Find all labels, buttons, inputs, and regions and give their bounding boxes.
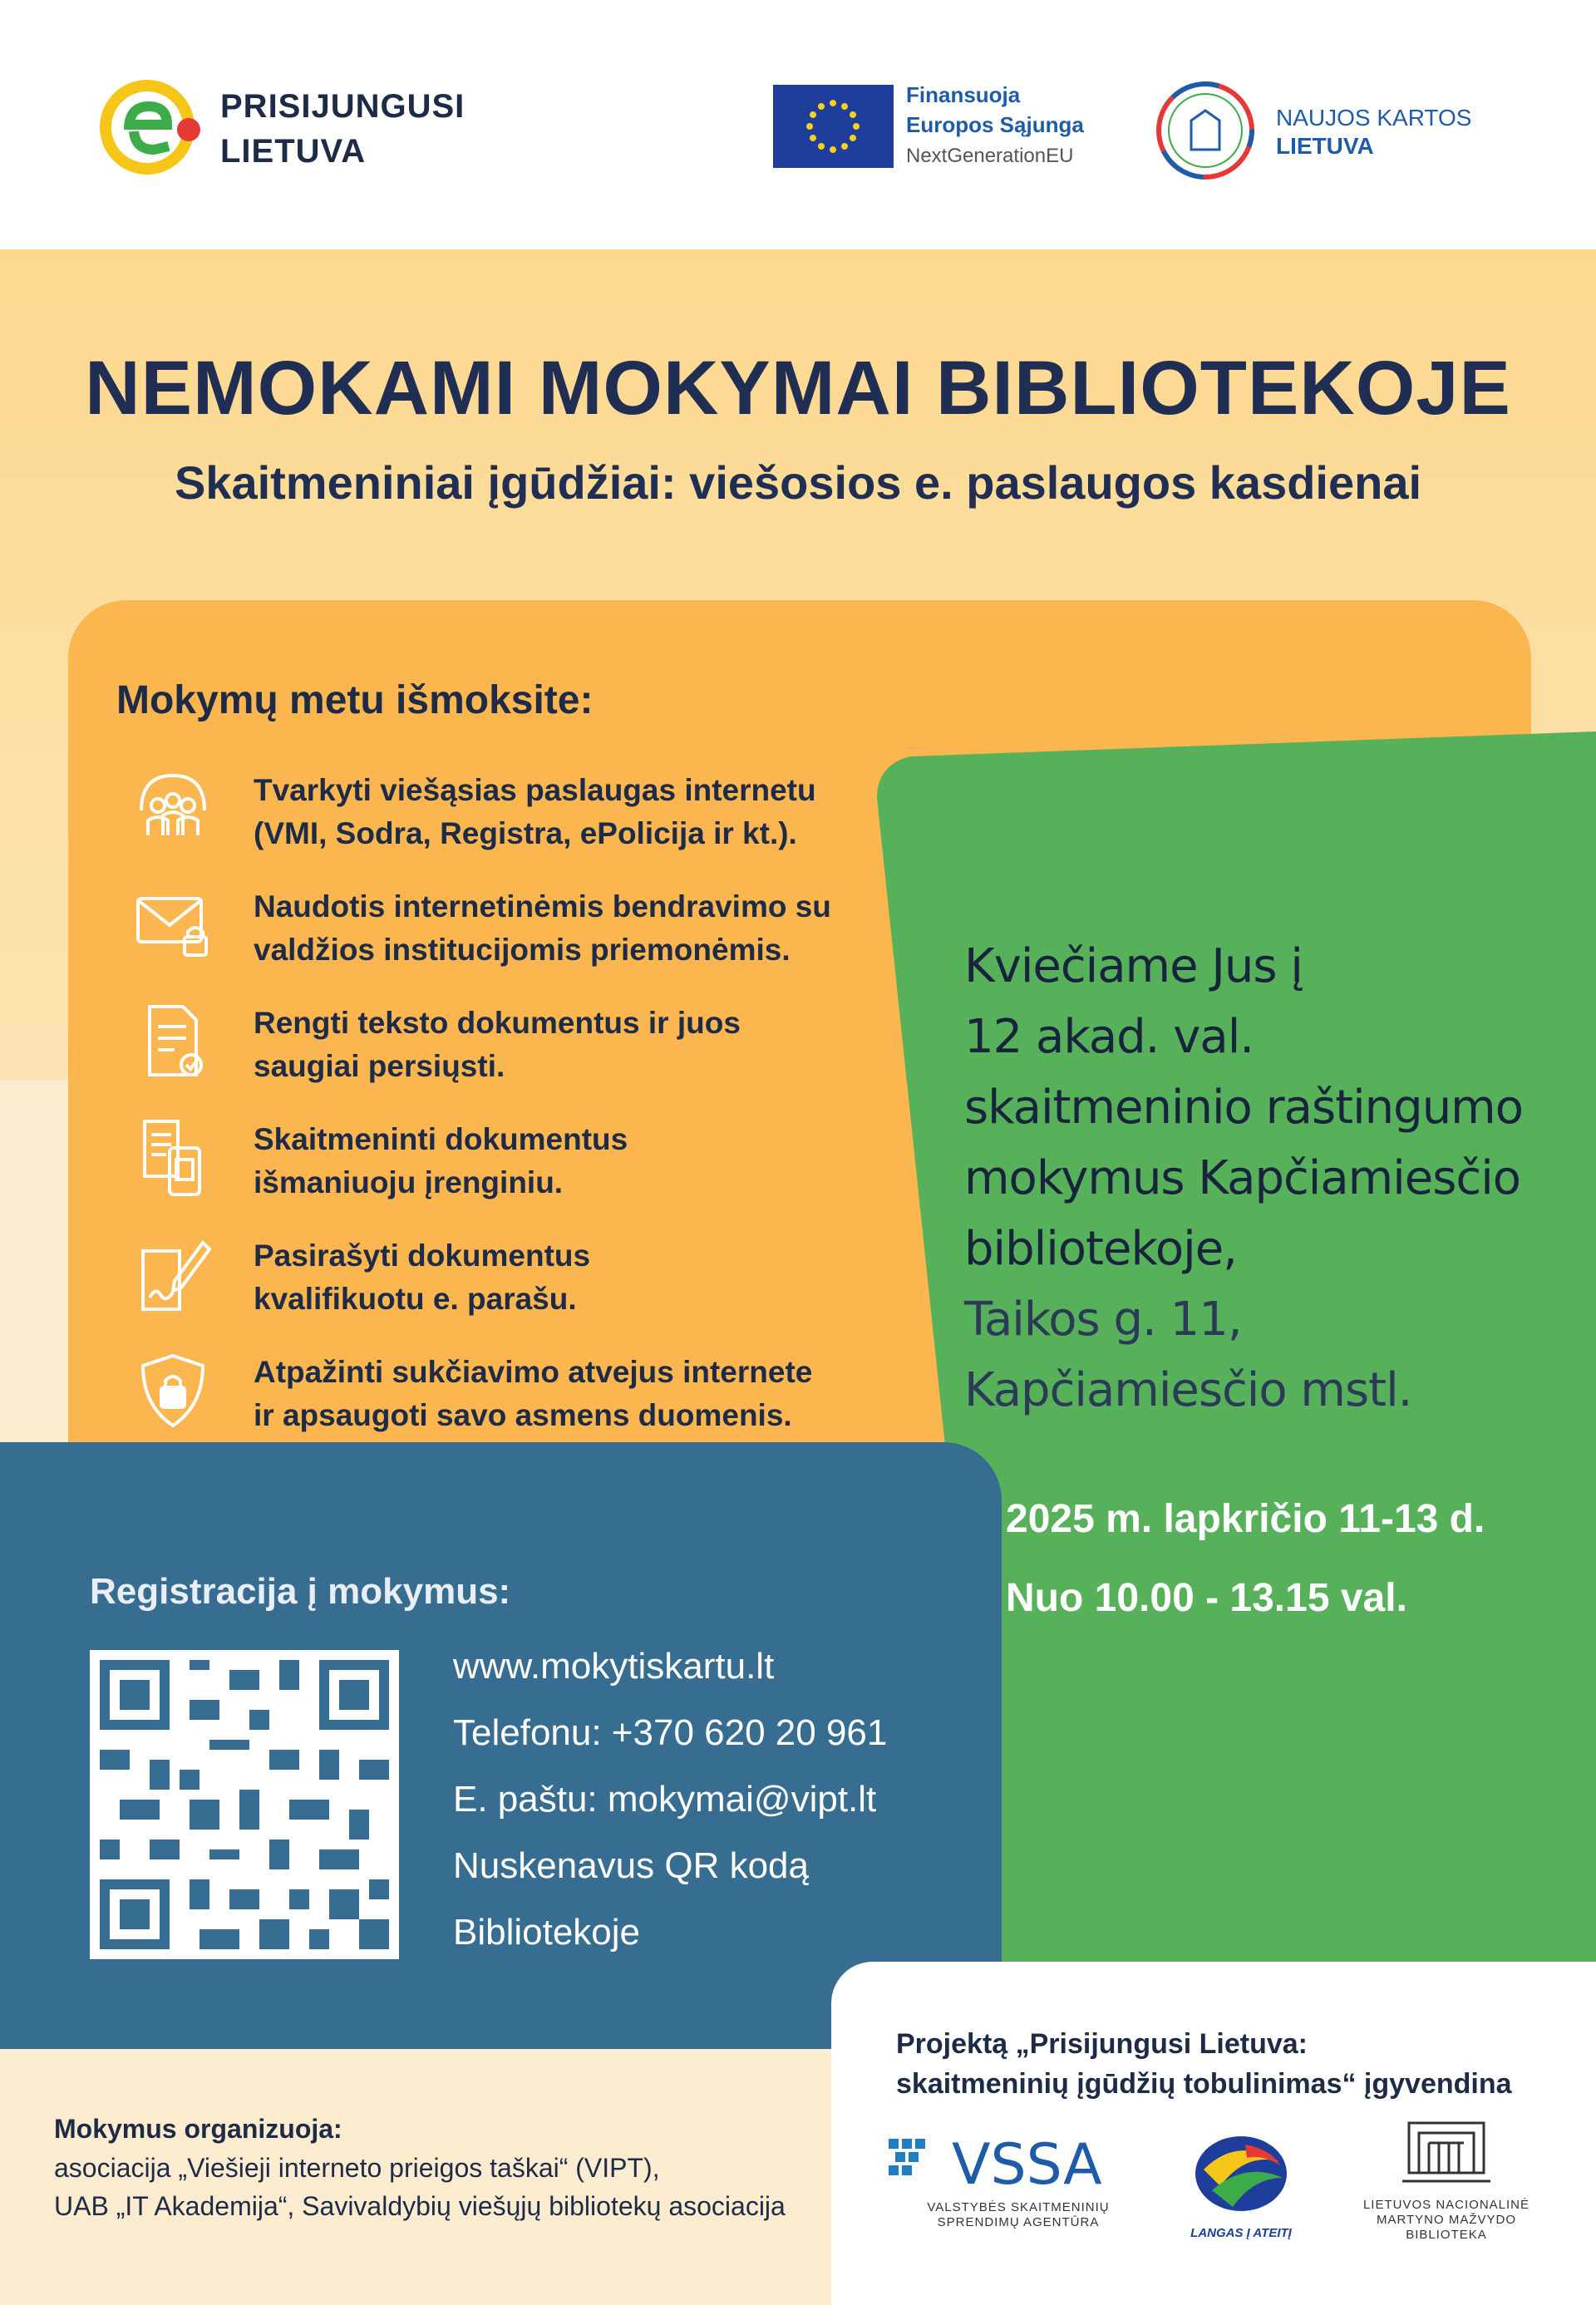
eu-flag-icon bbox=[773, 85, 894, 168]
page-subtitle: Skaitmeniniai įgūdžiai: viešosios e. paslaugos kasdienai bbox=[174, 456, 1422, 509]
phone-scan-icon bbox=[133, 1118, 213, 1198]
registration-email[interactable]: E. paštu: mokymai@vipt.lt bbox=[453, 1779, 877, 1820]
learn-item bbox=[125, 1234, 873, 1334]
naujos-kartos-logo bbox=[1154, 79, 1258, 183]
learn-item bbox=[125, 1002, 873, 1101]
people-group-icon bbox=[133, 769, 213, 849]
registration-phone[interactable]: Telefonu: +370 620 20 961 bbox=[453, 1712, 888, 1753]
learn-item-line1: Tvarkyti viešąsias paslaugas internetu bbox=[254, 773, 816, 807]
learn-item bbox=[125, 885, 873, 985]
eu-line3: NextGenerationEU bbox=[906, 145, 1074, 167]
project-line1: Projektą „Prisijungusi Lietuva: bbox=[896, 2028, 1308, 2060]
vssa-sub2: SPRENDIMŲ AGENTŪRA bbox=[937, 2215, 1100, 2229]
vssa-wordmark: VSSA bbox=[952, 2132, 1102, 2198]
learn-item-line1: Naudotis internetinėmis bendravimo su bbox=[254, 889, 831, 923]
eu-line1: Finansuoja bbox=[906, 82, 1021, 107]
learn-item-line2: (VMI, Sodra, Registra, ePolicija ir kt.). bbox=[254, 816, 797, 850]
nk-line2: LIETUVA bbox=[1276, 133, 1374, 159]
invite-text bbox=[964, 931, 1579, 1426]
registration-qr-note: Nuskenavus QR kodą bbox=[453, 1845, 809, 1886]
shield-lock-icon bbox=[133, 1351, 213, 1431]
lnb-logo bbox=[1347, 2120, 1546, 2253]
registration-library-note: Bibliotekoje bbox=[453, 1912, 641, 1953]
nk-line1: NAUJOS KARTOS bbox=[1276, 105, 1472, 131]
organizers-line2: UAB „IT Akademija“, Savivaldybių viešųjų bibliotekų asociacija bbox=[54, 2191, 786, 2221]
learn-item-line1: Atpažinti sukčiavimo atvejus internete bbox=[254, 1355, 813, 1389]
lnb-line3: BIBLIOTEKA bbox=[1406, 2228, 1487, 2242]
langas-i-ateiti-logo bbox=[1179, 2128, 1303, 2244]
lnb-line1: LIETUVOS NACIONALINĖ bbox=[1362, 2198, 1530, 2212]
learn-item-line2: ir apsaugoti savo asmens duomenis. bbox=[254, 1398, 792, 1432]
vssa-logo bbox=[885, 2132, 1135, 2232]
lnb-building-icon bbox=[1401, 2120, 1492, 2186]
learn-item-line1: Rengti teksto dokumentus ir juos bbox=[254, 1006, 741, 1040]
page-title: NEMOKAMI MOKYMAI BIBLIOTEKOJE bbox=[85, 346, 1511, 431]
invite-line: skaitmeninio raštingumo bbox=[964, 1081, 1523, 1135]
document-check-icon bbox=[133, 1002, 213, 1081]
learn-item bbox=[125, 769, 873, 869]
prisijungusi-lietuva-logo bbox=[96, 73, 204, 181]
invite-line: Kviečiame Jus į bbox=[964, 939, 1303, 993]
langas-wordmark: LANGAS Į ATEITĮ bbox=[1190, 2226, 1292, 2240]
project-line2: skaitmeninių įgūdžių tobulinimas“ įgyvendina bbox=[896, 2068, 1512, 2100]
brand-line1: PRISIJUNGUSI bbox=[220, 88, 466, 125]
learn-item bbox=[125, 1351, 873, 1450]
signature-icon bbox=[133, 1234, 213, 1314]
training-date: 2025 m. lapkričio 11-13 d. bbox=[1006, 1497, 1485, 1541]
organizers-line1: asociacija „Viešieji interneto prieigos taškai“ (VIPT), bbox=[54, 2153, 660, 2183]
invite-line: 12 akad. val. bbox=[964, 1010, 1254, 1064]
learn-item-line1: Skaitmeninti dokumentus bbox=[254, 1122, 628, 1156]
registration-heading: Registracija į mokymus: bbox=[90, 1571, 511, 1612]
eu-line2: Europos Sąjunga bbox=[906, 112, 1084, 137]
registration-website[interactable]: www.mokytiskartu.lt bbox=[453, 1646, 775, 1687]
training-time: Nuo 10.00 - 13.15 val. bbox=[1006, 1576, 1407, 1620]
langas-mark-icon bbox=[1187, 2128, 1295, 2219]
learn-item-line1: Pasirašyti dokumentus bbox=[254, 1239, 591, 1273]
invite-line: mokymus Kapčiamiesčio bbox=[964, 1151, 1521, 1205]
learn-item bbox=[125, 1118, 873, 1218]
vssa-sub1: VALSTYBĖS SKAITMENINIŲ bbox=[927, 2200, 1110, 2214]
learn-item-line2: saugiai persiųsti. bbox=[254, 1049, 505, 1083]
qr-code[interactable] bbox=[90, 1650, 399, 1959]
learn-item-line2: kvalifikuotu e. parašu. bbox=[254, 1282, 577, 1316]
invite-address-line: Taikos g. 11, bbox=[964, 1293, 1242, 1347]
brand-line2: LIETUVA bbox=[220, 133, 367, 170]
learn-heading: Mokymų metu išmoksite: bbox=[116, 678, 594, 722]
secure-mail-icon bbox=[133, 885, 213, 965]
organizers-heading: Mokymus organizuoja: bbox=[54, 2114, 342, 2144]
invite-address-line: Kapčiamiesčio mstl. bbox=[964, 1363, 1412, 1417]
vssa-mark-icon bbox=[885, 2134, 943, 2192]
learn-item-line2: valdžios institucijomis priemonėmis. bbox=[254, 933, 791, 967]
invite-line: bibliotekoje, bbox=[964, 1222, 1237, 1276]
lnb-line2: MARTYNO MAŽVYDO bbox=[1376, 2213, 1517, 2227]
learn-item-line2: išmaniuoju įrenginiu. bbox=[254, 1165, 564, 1199]
